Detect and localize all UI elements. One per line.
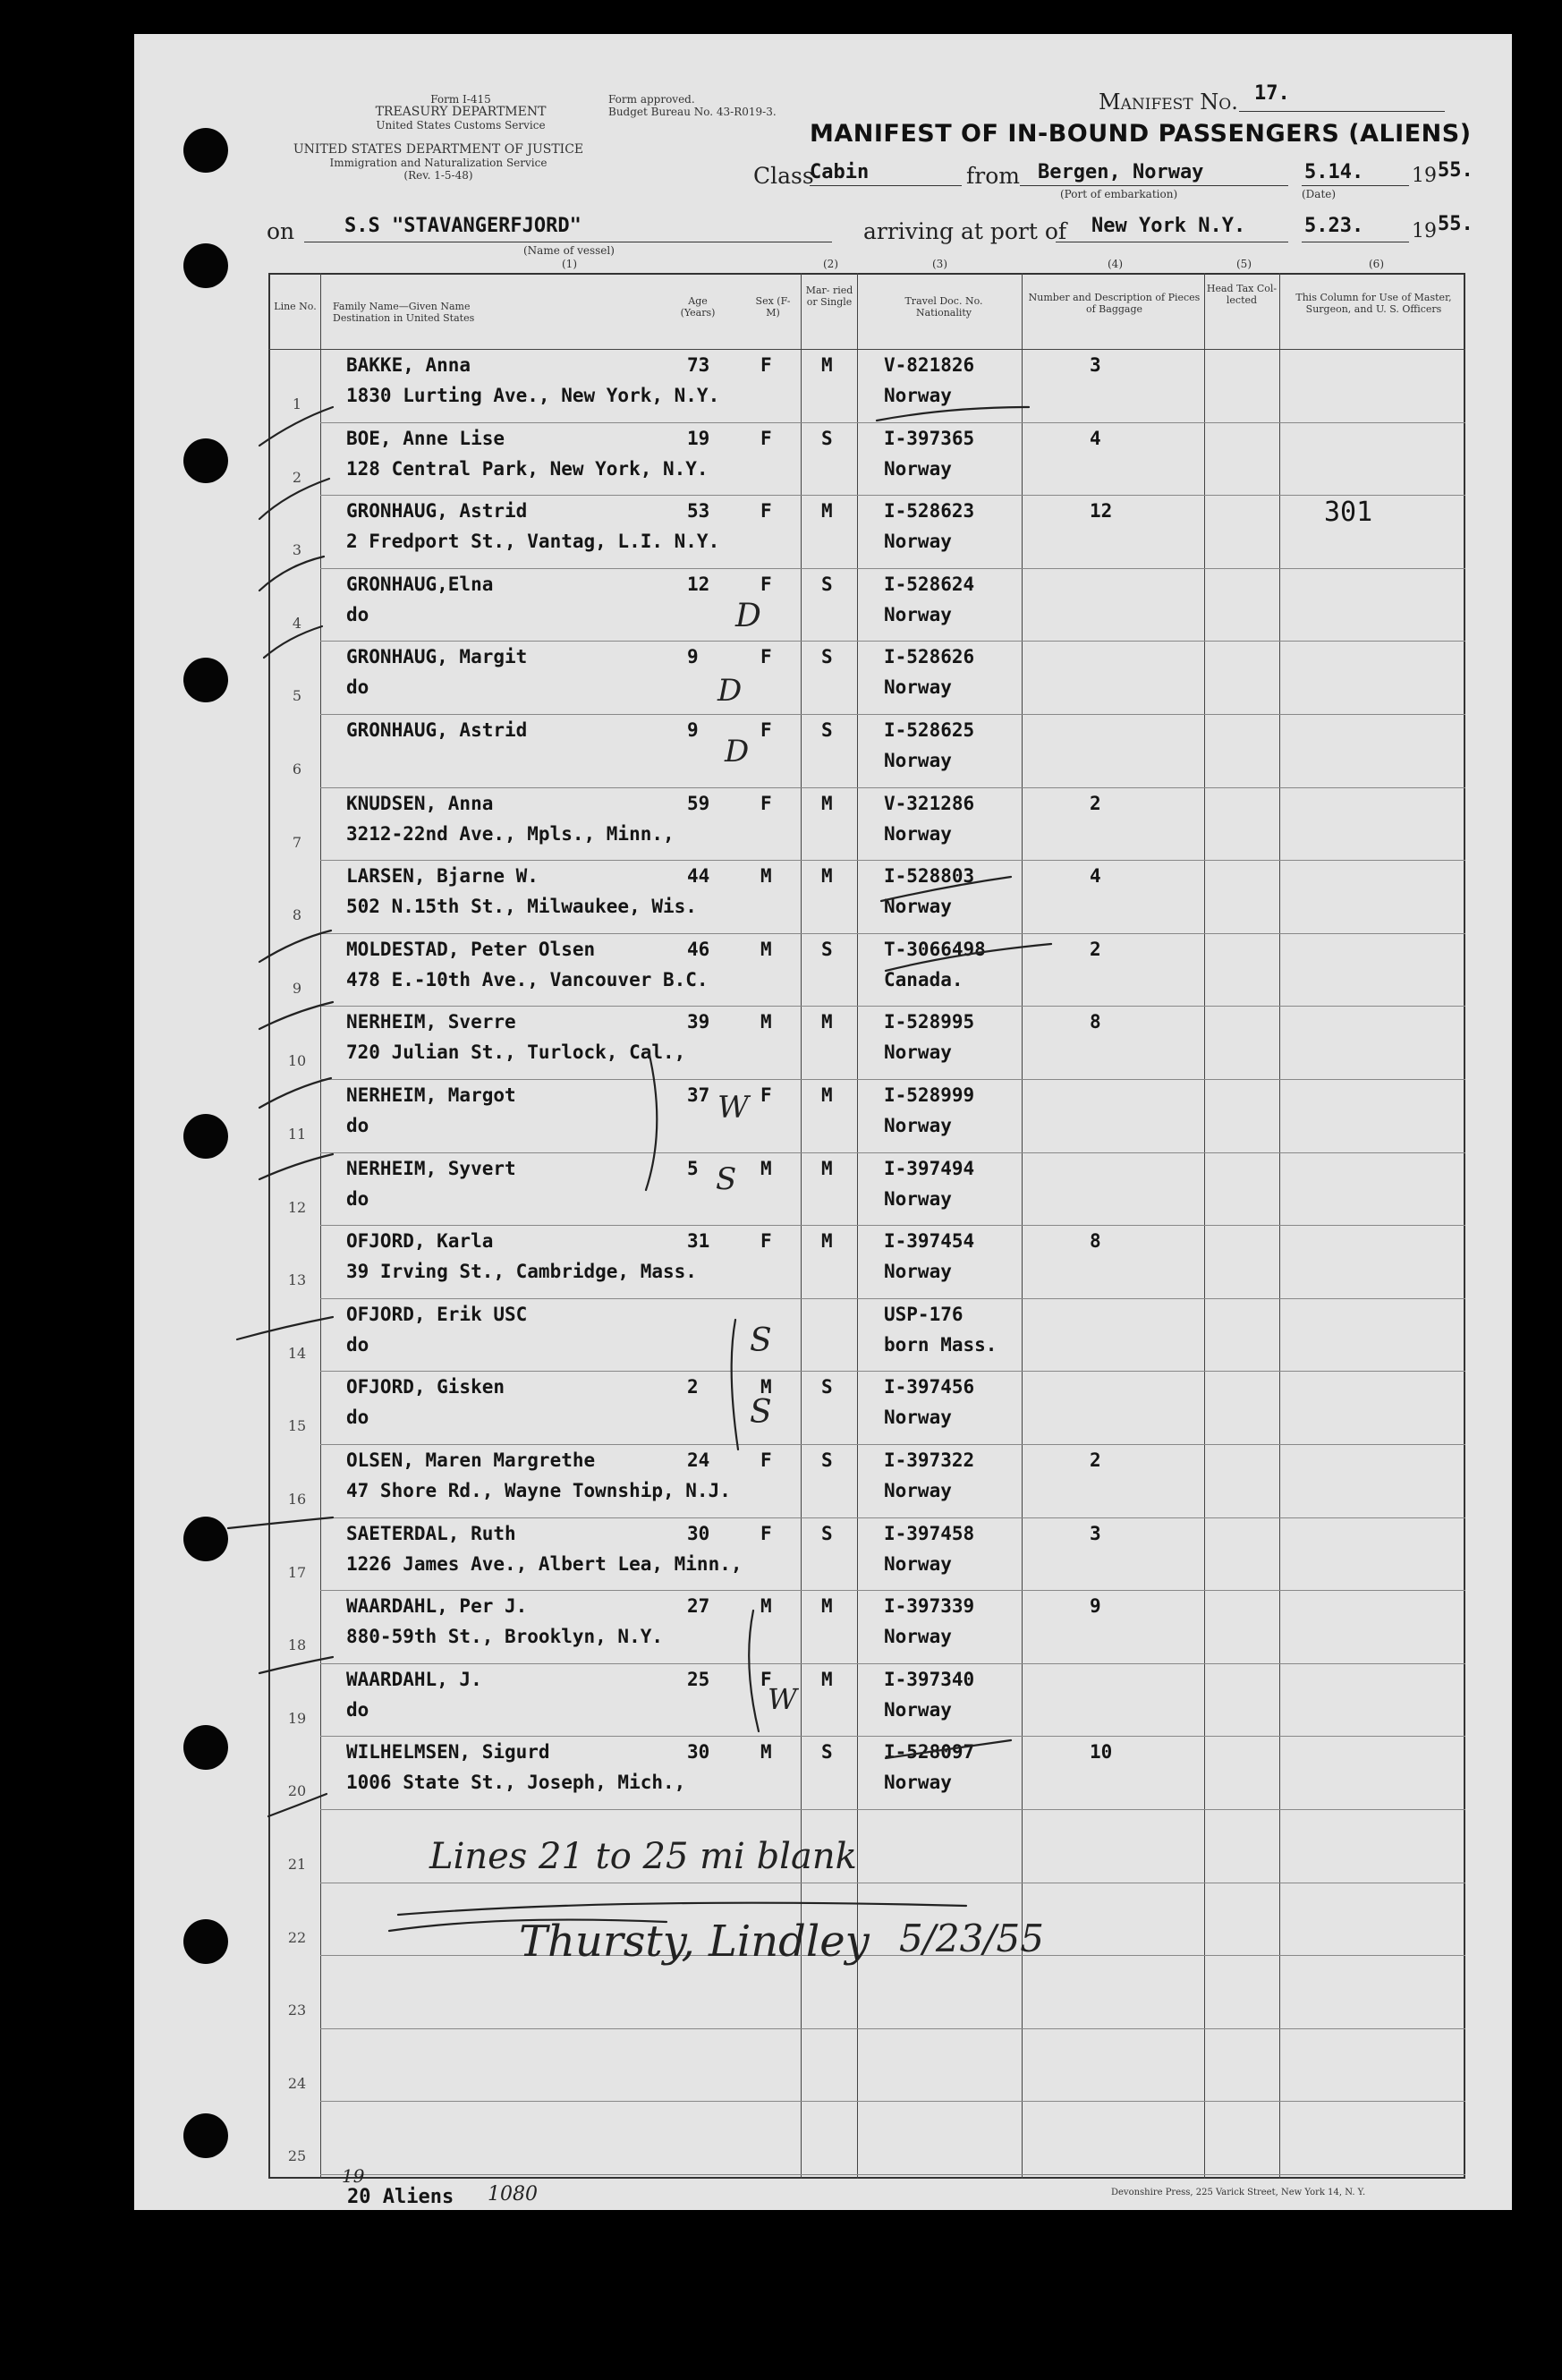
travel-doc-number: I-397454 (884, 1230, 975, 1252)
row-divider (320, 495, 1465, 496)
nationality: Norway (884, 1480, 952, 1501)
line-number: 11 (287, 1126, 307, 1143)
marital-status: S (821, 574, 833, 595)
nationality: Norway (884, 1772, 952, 1793)
col-number: (1) (562, 258, 577, 270)
row-divider (320, 1006, 1465, 1007)
age: 31 (687, 1230, 710, 1252)
sex: M (760, 865, 772, 887)
row-divider (320, 860, 1465, 861)
marital-status: M (821, 1011, 833, 1033)
age: 5 (687, 1158, 699, 1179)
age: 30 (687, 1523, 710, 1544)
row-divider (320, 422, 1465, 423)
line-number: 22 (287, 1929, 307, 1946)
row-divider (320, 787, 1465, 788)
line-number: 8 (292, 906, 302, 923)
sex: M (760, 939, 772, 960)
sex: F (760, 1669, 772, 1690)
line-number: 19 (287, 1710, 307, 1727)
total-annotation: 1080 (488, 2183, 538, 2206)
nationality: Norway (884, 896, 952, 917)
destination: do (346, 1188, 369, 1210)
passenger-name: NERHEIM, Syvert (346, 1158, 516, 1179)
baggage-count: 8 (1090, 1011, 1101, 1033)
line-number: 17 (287, 1564, 307, 1581)
row-divider (320, 2101, 1465, 2102)
sex: F (760, 574, 772, 595)
from-label: from (966, 163, 1020, 189)
port-caption: (Port of embarkation) (1060, 188, 1178, 200)
nationality: Norway (884, 604, 952, 625)
nationality: Norway (884, 1553, 952, 1575)
travel-doc-number: I-397456 (884, 1376, 975, 1398)
sex: F (760, 793, 772, 814)
marital-status: M (821, 1158, 833, 1179)
col-number: (5) (1236, 258, 1252, 270)
destination: 478 E.-10th Ave., Vancouver B.C. (346, 969, 709, 990)
printer-imprint: Devonshire Press, 225 Varick Street, New York 14, N. Y. (1111, 2188, 1366, 2197)
destination: 47 Shore Rd., Wayne Township, N.J. (346, 1480, 731, 1501)
baggage-count: 3 (1090, 1523, 1101, 1544)
sex: M (760, 1011, 772, 1033)
binder-hole (183, 658, 228, 702)
col-number: (2) (823, 258, 838, 270)
line-number: 25 (287, 2147, 307, 2164)
destination: do (346, 1115, 369, 1136)
line-number: 6 (292, 761, 302, 778)
nationality: Canada. (884, 969, 964, 990)
age: 59 (687, 793, 710, 814)
col-header-line-no: Line No. (274, 301, 317, 312)
arriving-label: arriving at port of (863, 218, 1067, 244)
age: 9 (687, 719, 699, 741)
sex: F (760, 646, 772, 667)
travel-doc-number: I-528626 (884, 646, 975, 667)
destination: 2 Fredport St., Vantag, L.I. N.Y. (346, 531, 720, 552)
row-divider (320, 1152, 1465, 1153)
row-divider (320, 1809, 1465, 1810)
nationality: Norway (884, 1041, 952, 1063)
age: 39 (687, 1011, 710, 1033)
destination: 1830 Lurting Ave., New York, N.Y. (346, 385, 720, 406)
manifest-title: MANIFEST OF IN-BOUND PASSENGERS (ALIENS) (810, 120, 1472, 148)
passenger-name: NERHEIM, Sverre (346, 1011, 516, 1033)
age: 53 (687, 500, 710, 522)
age: 73 (687, 354, 710, 376)
arrival-port: New York N.Y. (1091, 215, 1246, 237)
col-number: (4) (1108, 258, 1123, 270)
destination: 1226 James Ave., Albert Lea, Minn., (346, 1553, 743, 1575)
col-header-age: Age (Years) (680, 295, 716, 319)
binder-hole (183, 1517, 228, 1561)
passenger-name: BAKKE, Anna (346, 354, 471, 376)
destination: 1006 State St., Joseph, Mich., (346, 1772, 686, 1793)
destination: 128 Central Park, New York, N.Y. (346, 458, 709, 480)
travel-doc-number: I-397458 (884, 1523, 975, 1544)
marital-status: S (821, 719, 833, 741)
col-number: (6) (1369, 258, 1384, 270)
col-header-travel-doc: Travel Doc. No. Nationality (904, 295, 983, 319)
passenger-name: OFJORD, Erik USC (346, 1304, 528, 1325)
nationality: Norway (884, 385, 952, 406)
port-of-embarkation: Bergen, Norway (1038, 161, 1204, 183)
travel-doc-number: I-528623 (884, 500, 975, 522)
line-number: 16 (287, 1491, 307, 1508)
on-label: on (267, 218, 295, 244)
sex: F (760, 1230, 772, 1252)
travel-doc-number: I-397494 (884, 1158, 975, 1179)
destination: 880-59th St., Brooklyn, N.Y. (346, 1626, 664, 1647)
embark-year: 55. (1438, 159, 1473, 182)
row-divider (320, 714, 1465, 715)
marital-status: M (821, 793, 833, 814)
line-number: 14 (287, 1345, 307, 1362)
age: 25 (687, 1669, 710, 1690)
sex: M (760, 1595, 772, 1617)
baggage-count: 2 (1090, 1449, 1101, 1471)
sex: F (760, 500, 772, 522)
marital-status: S (821, 1449, 833, 1471)
destination: do (346, 1699, 369, 1721)
row-divider (320, 641, 1465, 642)
line-number: 18 (287, 1636, 307, 1653)
passenger-name: WILHELMSEN, Sigurd (346, 1741, 550, 1763)
nationality: Norway (884, 1699, 952, 1721)
binder-hole (183, 1919, 228, 1964)
age: 2 (687, 1376, 699, 1398)
sex: F (760, 354, 772, 376)
nationality: born Mass. (884, 1334, 997, 1356)
passenger-name: GRONHAUG, Astrid (346, 500, 528, 522)
nationality: Norway (884, 1115, 952, 1136)
sex: F (760, 428, 772, 449)
handwritten-mark: W (768, 1682, 797, 1716)
handwritten-note: Lines 21 to 25 mi blank (429, 1836, 857, 1877)
travel-doc-number: USP-176 (884, 1304, 964, 1325)
passenger-name: WAARDAHL, Per J. (346, 1595, 528, 1617)
passenger-name: LARSEN, Bjarne W. (346, 865, 539, 887)
col-header-sex: Sex (F-M) (755, 295, 791, 319)
ins-service: Immigration and Naturalization Service (329, 157, 548, 169)
handwritten-mark: D (717, 673, 743, 709)
nationality: Norway (884, 1188, 952, 1210)
year-prefix: 19 (1412, 165, 1437, 187)
age: 9 (687, 646, 699, 667)
passenger-name: KNUDSEN, Anna (346, 793, 494, 814)
col-header-head-tax: Head Tax Col- lected (1206, 283, 1278, 306)
year-prefix: 19 (1412, 220, 1437, 242)
travel-doc-number: I-528803 (884, 865, 975, 887)
travel-doc-number: I-397365 (884, 428, 975, 449)
nationality: Norway (884, 823, 952, 845)
marital-status: S (821, 1376, 833, 1398)
row-divider (320, 1298, 1465, 1299)
line-number: 24 (287, 2075, 307, 2092)
baggage-count: 4 (1090, 428, 1101, 449)
nationality: Norway (884, 1261, 952, 1282)
travel-doc-number: T-3066498 (884, 939, 986, 960)
age: 12 (687, 574, 710, 595)
travel-doc-number: I-528097 (884, 1741, 975, 1763)
line-number: 10 (287, 1052, 307, 1069)
sex: F (760, 1449, 772, 1471)
line-number: 4 (292, 615, 302, 632)
marital-status: M (821, 1084, 833, 1106)
row-divider (320, 1955, 1465, 1956)
row-divider (320, 1590, 1465, 1591)
line-number: 20 (287, 1782, 307, 1799)
nationality: Norway (884, 750, 952, 771)
arrival-date: 5.23. (1304, 215, 1364, 237)
passenger-table (268, 273, 1465, 2179)
col-header-officers: This Column for Use of Master, Surgeon, and U. S. Officers (1295, 292, 1452, 315)
destination: do (346, 1407, 369, 1428)
vessel-name: S.S "STAVANGERFJORD" (344, 215, 582, 237)
row-divider (320, 1225, 1465, 1226)
binder-hole (183, 128, 228, 173)
destination: do (346, 1334, 369, 1356)
row-divider (320, 1736, 1465, 1737)
baggage-count: 2 (1090, 793, 1101, 814)
travel-doc-number: I-397339 (884, 1595, 975, 1617)
age: 27 (687, 1595, 710, 1617)
line-number: 2 (292, 469, 302, 486)
destination: 720 Julian St., Turlock, Cal., (346, 1041, 686, 1063)
treasury-dept: TREASURY DEPARTMENT (375, 105, 547, 119)
passenger-name: OLSEN, Maren Margrethe (346, 1449, 596, 1471)
marital-status: M (821, 1669, 833, 1690)
handwritten-mark: S (750, 1322, 772, 1359)
marital-status: S (821, 939, 833, 960)
row-divider (320, 2028, 1465, 2029)
row-divider (320, 933, 1465, 934)
line-number: 23 (287, 2002, 307, 2019)
baggage-count: 12 (1090, 500, 1113, 522)
age: 37 (687, 1084, 710, 1106)
col-number: (3) (932, 258, 947, 270)
marital-status: S (821, 646, 833, 667)
passenger-name: WAARDAHL, J. (346, 1669, 482, 1690)
marital-status: M (821, 865, 833, 887)
line-number: 1 (292, 395, 302, 412)
age: 30 (687, 1741, 710, 1763)
travel-doc-number: I-528995 (884, 1011, 975, 1033)
destination: 39 Irving St., Cambridge, Mass. (346, 1261, 697, 1282)
class-value: Cabin (810, 161, 870, 183)
travel-doc-number: I-397322 (884, 1449, 975, 1471)
passenger-name: GRONHAUG, Margit (346, 646, 528, 667)
col-header-name: Family Name—Given Name Destination in United States (333, 301, 475, 324)
baggage-count: 2 (1090, 939, 1101, 960)
line-number: 5 (292, 687, 302, 704)
line-number: 12 (287, 1199, 307, 1216)
nationality: Norway (884, 1407, 952, 1428)
nationality: Norway (884, 1626, 952, 1647)
date-caption: (Date) (1302, 188, 1337, 200)
sex: M (760, 1376, 772, 1398)
binder-hole (183, 1725, 228, 1770)
destination: 3212-22nd Ave., Mpls., Minn., (346, 823, 675, 845)
marital-status: M (821, 500, 833, 522)
class-label: Class (753, 163, 814, 189)
col-header-baggage: Number and Description of Pieces of Baggage (1028, 292, 1201, 315)
row-divider (320, 1079, 1465, 1080)
row-divider (320, 1517, 1465, 1518)
passenger-name: SAETERDAL, Ruth (346, 1523, 516, 1544)
marital-status: M (821, 1595, 833, 1617)
manifest-number: 17. (1254, 82, 1290, 105)
sex: M (760, 1158, 772, 1179)
line-number: 13 (287, 1271, 307, 1288)
line-number: 3 (292, 541, 302, 558)
passenger-name: OFJORD, Gisken (346, 1376, 505, 1398)
line-number: 21 (287, 1856, 307, 1873)
age: 24 (687, 1449, 710, 1471)
form-approved: Form approved. (608, 93, 695, 106)
travel-doc-number: V-321286 (884, 793, 975, 814)
passenger-name: BOE, Anne Lise (346, 428, 505, 449)
handwritten-mark: D (735, 598, 761, 634)
line-number: 9 (292, 980, 302, 997)
passenger-name: GRONHAUG,Elna (346, 574, 494, 595)
passenger-name: GRONHAUG, Astrid (346, 719, 528, 741)
baggage-count: 10 (1090, 1741, 1113, 1763)
justice-dept: UNITED STATES DEPARTMENT OF JUSTICE (293, 142, 584, 157)
signature-date: 5/23/55 (899, 1917, 1044, 1960)
total-aliens: 20 Aliens (347, 2186, 454, 2208)
binder-hole (183, 243, 228, 288)
row-divider (320, 1444, 1465, 1445)
nationality: Norway (884, 458, 952, 480)
nationality: Norway (884, 676, 952, 698)
baggage-count: 4 (1090, 865, 1101, 887)
sex: F (760, 719, 772, 741)
officer-note: 301 (1324, 497, 1373, 528)
baggage-count: 3 (1090, 354, 1101, 376)
baggage-count: 8 (1090, 1230, 1101, 1252)
marital-status: M (821, 354, 833, 376)
marital-status: S (821, 1741, 833, 1763)
destination: do (346, 604, 369, 625)
sex: F (760, 1084, 772, 1106)
form-number: Form I-415 (430, 93, 491, 106)
travel-doc-number: V-821826 (884, 354, 975, 376)
marital-status: M (821, 1230, 833, 1252)
manifest-no-label: Manifest No. (1099, 89, 1238, 115)
binder-hole (183, 1114, 228, 1159)
sex: F (760, 1523, 772, 1544)
row-divider (320, 1371, 1465, 1372)
customs-service: United States Customs Service (376, 119, 546, 132)
travel-doc-number: I-397340 (884, 1669, 975, 1690)
row-divider (320, 2174, 1465, 2175)
handwritten-mark: W (717, 1090, 749, 1126)
handwritten-mark: S (716, 1161, 737, 1197)
budget-bureau: Budget Bureau No. 43-R019-3. (608, 106, 777, 118)
passenger-name: OFJORD, Karla (346, 1230, 494, 1252)
row-divider (320, 1663, 1465, 1664)
embark-date: 5.14. (1304, 161, 1364, 183)
arrival-year: 55. (1438, 213, 1473, 235)
passenger-name: NERHEIM, Margot (346, 1084, 516, 1106)
row-divider (320, 568, 1465, 569)
col-header-married: Mar- ried or Single (805, 285, 853, 308)
age: 44 (687, 865, 710, 887)
binder-hole (183, 438, 228, 483)
nationality: Norway (884, 531, 952, 552)
line-number: 15 (287, 1417, 307, 1434)
travel-doc-number: I-528624 (884, 574, 975, 595)
age: 19 (687, 428, 710, 449)
sex: M (760, 1741, 772, 1763)
travel-doc-number: I-528999 (884, 1084, 975, 1106)
marital-status: S (821, 428, 833, 449)
baggage-count: 9 (1090, 1595, 1101, 1617)
officer-signature: Thursty, Lindley (519, 1917, 870, 1967)
marital-status: S (821, 1523, 833, 1544)
passenger-name: MOLDESTAD, Peter Olsen (346, 939, 596, 960)
destination: 502 N.15th St., Milwaukee, Wis. (346, 896, 697, 917)
handwritten-mark: D (725, 734, 750, 769)
line-number: 7 (292, 834, 302, 851)
form-revision: (Rev. 1-5-48) (403, 169, 473, 182)
handwritten-mark: S (750, 1394, 772, 1431)
travel-doc-number: I-528625 (884, 719, 975, 741)
vessel-caption: (Name of vessel) (523, 244, 615, 257)
age: 46 (687, 939, 710, 960)
binder-hole (183, 2113, 228, 2158)
total-correction: 19 (342, 2165, 365, 2187)
destination: do (346, 676, 369, 698)
